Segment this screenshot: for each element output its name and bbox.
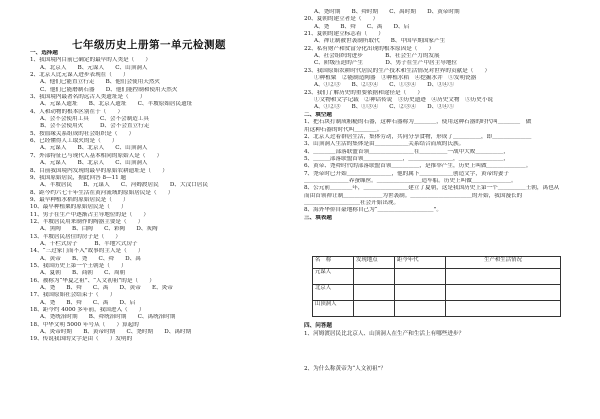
qa-question-1: 1、河姆渡居民比北京人、山顶洞人在生产和生活上有哪些进步？ (304, 331, 465, 337)
question-line: C、他们已能磨制石器 D、他们能控制和使用天然火 (40, 86, 178, 93)
question-line: C、阶级压迫的产生 D、男子在生产中居主导地位 (314, 60, 458, 67)
question-line: A、夏朝 B、商朝 C、周朝 (40, 270, 126, 277)
question-line: A、元谋人遗址 B、北京人遗址 C、半坡原始居民遗址 (40, 101, 193, 108)
question-line: 5、按血缘关系组成的社会组织是（ ） (30, 130, 135, 137)
question-line: 6、黄帝、尧舜时代的部落联盟首领＿＿＿＿＿，是推举产生，历史上叫做＿＿＿＿＿＿＿。 (304, 163, 532, 170)
table-row (313, 300, 561, 316)
section-heading: 一、选择题 (30, 50, 58, 56)
question-line: A、炎帝时期 B、黄帝时期 C、尧时期 D、禹时期 (40, 329, 192, 336)
question-line: A、元谋人 B、北京人 C、山顶洞人 (40, 145, 148, 152)
question-line: 18、距今约 4000 多年前，我国进入（ ） (30, 307, 145, 314)
question-line: ＿＿＿＿＿＿＿＿养蚕缫丝。＿＿＿＿＿＿＿＿造车船。历史上叫做＿＿＿＿＿＿＿。 (304, 177, 517, 184)
question-line: ①种植粟 ②能制造陶器 ③种植水稻 ④挖掘水井 ⑤发明瓷器 (314, 75, 477, 82)
question-line: A、尧 B、舜 C、禹 D、黄帝 E、炎帝 (40, 285, 173, 291)
question-line: 19、传说我国的文字是由（ ）发明的 (30, 336, 133, 343)
table-header-row (313, 257, 561, 269)
table-cell[interactable] (446, 268, 561, 284)
question-line: 6、已经懂得人工取火的是（ ） (30, 138, 118, 145)
question-line: 9、我国原始居民，据此回答 8—11 题 (30, 174, 127, 181)
question-line: 21、夏朝的建立标志着（ ） (304, 31, 384, 38)
question-line: A、干栏式房子 B、半地穴式房子 (40, 240, 138, 247)
question-line: ＿＿＿＿＿＿＿＿＿＿社会开始出现。 (304, 199, 400, 206)
question-line: A、尧 B、舜 C、禹 D、启 (314, 23, 410, 30)
table-cell: 山顶洞人 (313, 300, 354, 316)
question-line: 而由首领禅让制＿＿＿＿＿＿＿为世袭制。＿＿＿＿＿＿＿＿＿＿＿的开始，我国漫长的 (304, 192, 523, 199)
question-line: 14、“三过家门而不入”故事的主人是（ ） (30, 248, 144, 255)
question-line: 1、我国境内目前已确定的最早的人类是（ ） (30, 57, 152, 64)
question-line: 11、男子在生产中逐渐占主导地位的是（ ） (30, 211, 149, 218)
question-line: 5、＿＿＿部落联盟首领＿＿＿＿＿＿＿，＿＿＿＿＿＿＿＿，＿＿＿＿＿＿＿＿， (304, 155, 509, 162)
right-column (304, 9, 572, 222)
question-line: 用这种石器的时代叫＿＿＿＿。 (304, 126, 383, 133)
question-line: A、元谋人 B、北京人 C、山顶洞人 (40, 160, 148, 167)
question-line: A、黄帝 B、尧 C、舜 D、禹 (40, 255, 141, 262)
question-line: 8、距今约六七千年生活在黄河流域的原始居民是（ ） (30, 189, 174, 196)
question-line: 17、我国原始社会结束于（ ） (30, 292, 116, 299)
table-cell: 元谋人 (313, 268, 354, 284)
table-cell: 北京人 (313, 284, 354, 300)
question-line: A、尧统治时期 B、舜统治时期 C、禹统治时期 (40, 314, 176, 321)
question-line: A、半坡居民 B、元谋人 C、河姆渡居民 D、大汶口居民 (40, 182, 208, 189)
table-cell[interactable] (354, 300, 395, 316)
question-line: 23、我们了解历史的重要依据和途径是（ ） (304, 89, 423, 96)
question-line: 22、私有财产和贫富分化出现的根本原因是（ ） (304, 45, 435, 52)
question-line: 15、我国历史上第一个王朝是（ ） (30, 262, 127, 269)
question-line: A、尧 B、舜 C、禹 D、启 (40, 299, 136, 306)
question-line: A、社会组织的进步 B、社会生产力的发展 (314, 53, 440, 60)
table-cell[interactable] (395, 300, 446, 316)
left-column (30, 50, 298, 344)
table-header: 距今年代 (395, 257, 446, 269)
qa-section-heading: 四、问答题 (304, 323, 332, 329)
question-line: 4、＿＿＿＿部落联盟首领＿＿＿＿＿＿＿＿在＿＿＿＿＿一战中大败＿＿＿＿＿， (304, 148, 509, 155)
question-line: 16、被称为“华夏之祖”、“人文初祖”的是（ ） (30, 277, 155, 284)
question-line: 23、我国原始农耕时代居民的生产技术和生活情况对世界的贡献是（ ） (304, 67, 491, 74)
table-header: 生产和生活情况 (446, 257, 561, 269)
table-header: 名 称 (313, 257, 354, 269)
question-line: 8、海外华侨自豪地称自己为“＿＿＿＿＿＿＿＿＿＿”。 (304, 207, 442, 214)
question-line: 20、夏朝的建立者是（ ） (304, 16, 379, 23)
question-line: 3、我国境内最著名的远古人类遗址是（ ） (30, 94, 146, 101)
table-row (313, 284, 561, 300)
question-line: A、黑陶 B、白陶 C、彩陶 D、灰陶 (40, 226, 158, 233)
question-line: 8、目前我国境内发现的最早的原始农耕遗址是（ ） (30, 167, 168, 174)
question-line: 7、尧帝时已开始＿＿＿＿＿＿＿＿，他的属下＿＿＿＿＿＿创造文字，黄帝的妻子 (304, 170, 509, 177)
question-line: 3、山顶洞人生活的集体是由＿＿＿＿＿＿关系结合而成的氏族。 (304, 141, 465, 148)
section-heading: 二、填空题 (304, 111, 332, 118)
question-line: 10、最早种植粟的原始居民是（ ） (30, 204, 127, 211)
page-title: 七年级历史上册第一单元检测题 (72, 39, 226, 51)
table-cell[interactable] (446, 284, 561, 300)
question-line: 4、人和动物的根本区别在于（ ） (30, 108, 124, 115)
question-line: 13、半坡居民居住的房子是（ ） (30, 233, 122, 240)
question-line: 7、外部特征已与现代人基本相同的原始人是（ ） (30, 152, 163, 159)
question-line: A、①②③ B、②③④ C、①③④ D、③④⑤ (314, 82, 454, 89)
question-line: 9、最早种植水稻的原始居民是（ ） (30, 196, 129, 203)
question-line: 2、北京人过着群居生活，集体劳动，共同分享食物，形成了＿＿＿＿＿，即＿＿＿＿＿＿＿ (304, 133, 532, 140)
question-line: A、会不会使用工具 C、会不会制造工具 (40, 116, 150, 123)
question-line: ①文物和文字记载 ②神话传说 ③历史遗迹 ④历史文物 ⑤历史小说 (314, 97, 494, 104)
question-line: A、尧时期 B、舜时期 C、禹时期 D、黄帝时期 (314, 9, 460, 15)
question-line: 1、把石块打制成粗糙的石器，这种石器称为＿＿＿＿，使用这种石器的时代叫＿＿＿＿ 做 (304, 119, 532, 126)
question-line: B、会不会使用火 D、会不会直立行走 (40, 123, 150, 130)
question-line: A、北京人 B、元谋人 C、山顶洞人 (40, 64, 148, 71)
table-cell[interactable] (446, 300, 561, 316)
question-line: 18、中华文明 5000 年号从（ ）算起的 (30, 321, 139, 328)
question-line: A、他们已能直立行走 B、他们会使用天然火 (40, 79, 161, 86)
table-cell[interactable] (395, 268, 446, 284)
table-row (313, 268, 561, 284)
qa-question-2: 2、为什么称黄帝为“人文初祖”？ (304, 366, 386, 372)
fill-table (312, 256, 561, 317)
question-line: 8、公元前＿＿＿＿年，＿＿＿＿＿＿＿＿建立了夏朝，这是我国历史上第一个＿＿＿＿＿王朝，禹也从 (304, 185, 560, 192)
table-header: 发现地点 (354, 257, 395, 269)
section-heading: 三、填表题 (304, 214, 332, 221)
table-cell[interactable] (395, 284, 446, 300)
question-line: A、①②③ B、①③④ C、②③④ D、③④⑤ (314, 104, 454, 111)
question-line: 12、半坡居民用来制作的陶器主要是（ ） (30, 218, 144, 225)
question-line: 2、北京人比元谋人进步表现在（ ） (30, 72, 129, 79)
question-line: A、禅让制被世袭制所取代 B、中国早期国家产生 (314, 38, 446, 45)
table-cell[interactable] (354, 284, 395, 300)
table-cell[interactable] (354, 268, 395, 284)
